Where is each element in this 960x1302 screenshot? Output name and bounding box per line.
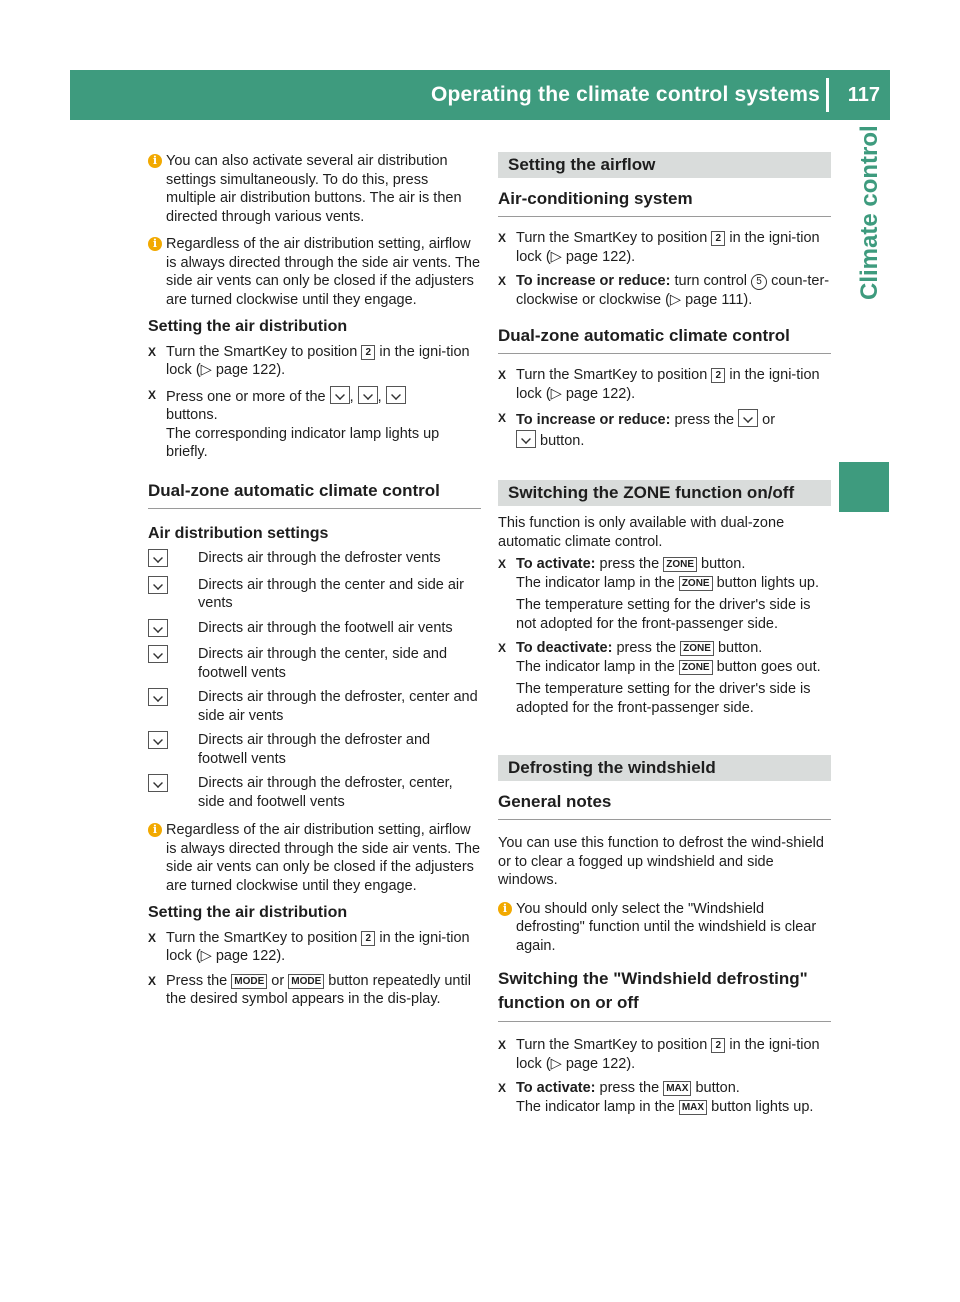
chapter-marker	[839, 462, 889, 512]
footwell-vent-icon	[358, 386, 378, 404]
step: X To deactivate: press the ZONE button. The indicator lamp in the ZONE button goes out. The temperature setting for the driver's side is adopted for the front-passenger side.	[498, 640, 821, 716]
key-icon: 2	[711, 231, 725, 246]
arrow-icon: ▷	[550, 385, 562, 402]
defrost-footwell-vent-icon	[148, 731, 168, 749]
dist-row: Directs air through the defroster vents	[148, 549, 481, 570]
mode-up-icon: MODE	[231, 974, 267, 989]
zone-key-icon: ZONE	[679, 660, 713, 675]
step: X Turn the SmartKey to position 2 in the igni-tion lock (▷ page 122).	[498, 367, 820, 402]
step-icon: X	[498, 1038, 507, 1052]
arrow-icon: ▷	[669, 291, 682, 308]
defrost-center-vent-icon	[148, 688, 168, 706]
step-icon: X	[498, 411, 507, 425]
step-icon: X	[498, 557, 507, 571]
step-icon: X	[148, 930, 157, 945]
section-heading: Dual-zone automatic climate control	[148, 480, 481, 509]
center-footwell-vent-icon	[148, 645, 168, 663]
step: X Turn the SmartKey to position 2 in the igni-tion lock (▷ page 122).	[148, 343, 470, 378]
subheading: Air distribution settings	[148, 524, 329, 542]
info-icon: i	[148, 823, 162, 837]
center-vent-icon	[148, 576, 168, 594]
dist-row: Directs air through the defroster, center and side air vents	[148, 688, 481, 725]
step-icon: X	[148, 387, 157, 402]
step: X Turn the SmartKey to position 2 in the igni-tion lock (▷ page 122).	[148, 929, 470, 964]
dist-row: Directs air through the defroster and footwell vents	[148, 731, 481, 768]
all-vents-icon	[148, 774, 168, 792]
footwell-vent-icon	[148, 619, 168, 637]
section-heading: Dual-zone automatic climate control	[498, 325, 831, 354]
dist-row: Directs air through the center and side air vents	[148, 576, 481, 613]
right-column	[498, 152, 831, 1122]
header-divider	[826, 78, 829, 112]
arrow-icon: ▷	[550, 1055, 562, 1072]
arrow-icon: ▷	[200, 362, 212, 378]
key-icon: 2	[361, 345, 375, 360]
chapter-tab: Climate control	[856, 125, 883, 300]
key-icon: 2	[711, 368, 725, 383]
zone-key-icon: ZONE	[679, 576, 713, 591]
info-note: i Regardless of the air distribution setting, airflow is always directed through the side air vents. The side air vents can only be closed if the adjusters are turned clockwise until they engage.	[148, 235, 481, 309]
subheading: Setting the air distribution	[148, 318, 348, 335]
max-defrost-icon: MAX	[663, 1081, 691, 1096]
info-icon: i	[148, 237, 162, 251]
paragraph: You can use this function to defrost the wind-shield or to clear a fogged up windshield and side windows.	[498, 835, 824, 888]
page-header	[70, 70, 890, 120]
page-number: 117	[847, 84, 880, 106]
section-bar: Defrosting the windshield	[498, 755, 831, 781]
fan-low-icon	[516, 430, 536, 448]
step: X Turn the SmartKey to position 2 in the igni-tion lock (▷ page 122).	[498, 230, 820, 265]
center-vent-icon	[330, 386, 350, 404]
step: X Turn the SmartKey to position 2 in the igni-tion lock (▷ page 122).	[498, 1037, 820, 1072]
info-icon: i	[148, 154, 162, 168]
step-icon: X	[148, 344, 157, 359]
step-icon: X	[498, 368, 507, 382]
key-icon: 2	[361, 931, 375, 946]
paragraph: This function is only available with dual-zone automatic climate control.	[498, 515, 785, 550]
zone-key-icon: ZONE	[680, 641, 714, 656]
left-column	[148, 152, 481, 1015]
dist-row: Directs air through the defroster, center, side and footwell vents	[148, 774, 481, 811]
control-number-icon: 5	[751, 274, 767, 290]
step-icon: X	[498, 641, 507, 655]
defrost-vent-icon	[386, 386, 406, 404]
step: X To activate: press the MAX button. The indicator lamp in the MAX button lights up.	[498, 1080, 814, 1115]
info-note: i You can also activate several air distribution settings simultaneously. To do this, press multiple air distribution buttons. The air is then directed through various vents.	[148, 152, 481, 226]
dist-row: Directs air through the center, side and footwell vents	[148, 645, 481, 682]
dist-row: Directs air through the footwell air vents	[148, 619, 481, 640]
arrow-icon: ▷	[200, 948, 212, 964]
step: X Press the MODE or MODE button repeatedly until the desired symbol appears in the dis-play.	[148, 972, 471, 1007]
section-heading: Switching the "Windshield defrosting" function on or off	[498, 967, 831, 1022]
step-icon: X	[498, 231, 507, 245]
info-note: i Regardless of the air distribution setting, airflow is always directed through the side air vents. The side air vents can only be closed if the adjusters are turned clockwise until they engage.	[148, 821, 481, 895]
step: X To increase or reduce: press the or button.	[498, 411, 776, 449]
defrost-vent-icon	[148, 549, 168, 567]
max-defrost-icon: MAX	[679, 1100, 707, 1115]
header-title: Operating the climate control systems	[430, 83, 820, 106]
step-icon: X	[498, 1081, 507, 1095]
step: X Press one or more of the , , buttons. The corresponding indicator lamp lights up briefly.	[148, 387, 440, 460]
mode-down-icon: MODE	[288, 974, 324, 989]
info-icon: i	[498, 902, 512, 916]
section-bar: Switching the ZONE function on/off	[498, 480, 831, 506]
section-bar: Setting the airflow	[498, 152, 831, 178]
key-icon: 2	[711, 1038, 725, 1053]
step: X To increase or reduce: turn control 5 coun-ter-clockwise or clockwise (▷ page 111).	[498, 273, 830, 308]
step-icon: X	[498, 274, 507, 288]
section-heading: Air-conditioning system	[498, 188, 831, 217]
section-heading: General notes	[498, 791, 831, 820]
fan-high-icon	[738, 409, 758, 427]
subheading: Setting the air distribution	[148, 904, 348, 921]
step: X To activate: press the ZONE button. The indicator lamp in the ZONE button lights up. The temperature setting for the driver's side is not adopted for the front-passenger side.	[498, 556, 820, 632]
arrow-icon: ▷	[550, 248, 562, 265]
info-note: i You should only select the "Windshield defrosting" function until the windshield is clear again.	[498, 900, 831, 956]
zone-key-icon: ZONE	[663, 557, 697, 572]
step-icon: X	[148, 973, 157, 988]
